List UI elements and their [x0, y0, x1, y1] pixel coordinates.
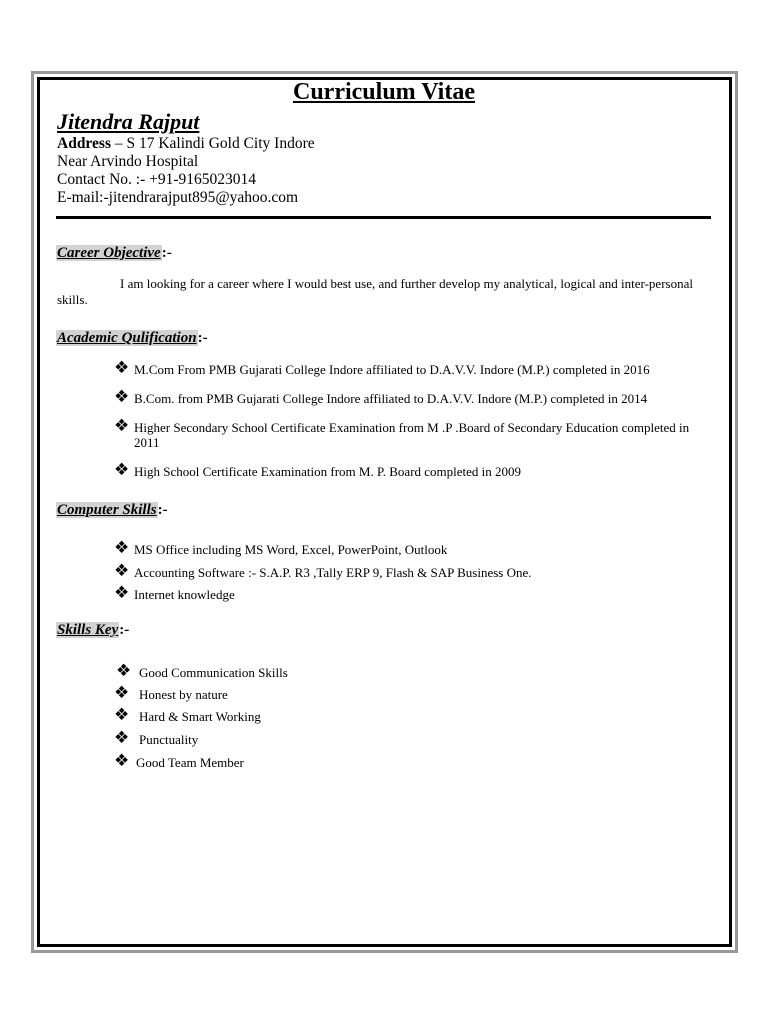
header-divider — [56, 216, 711, 219]
diamond-bullet-icon: ❖ — [114, 583, 130, 603]
candidate-name: Jitendra Rajput — [57, 109, 200, 134]
list-item: ❖ Internet knowledge — [114, 583, 235, 603]
list-item: ❖ MS Office including MS Word, Excel, PowerPoint, Outlook — [114, 538, 448, 558]
diamond-bullet-icon: ❖ — [114, 460, 130, 480]
list-item: ❖ Honest by nature — [114, 683, 228, 703]
section-heading-academic: Academic Qulification:- — [57, 330, 208, 346]
list-item: ❖ Hard & Smart Working — [114, 705, 261, 725]
diamond-bullet-icon: ❖ — [114, 751, 130, 771]
email: E-mail:-jitendrarajput895@yahoo.com — [57, 189, 299, 206]
diamond-bullet-icon: ❖ — [114, 416, 130, 436]
address-value: – S 17 Kalindi Gold City Indore — [110, 135, 315, 152]
list-item: ❖ High School Certificate Examination from M. P. Board completed in 2009 — [114, 460, 522, 480]
diamond-bullet-icon: ❖ — [114, 561, 130, 581]
diamond-bullet-icon: ❖ — [114, 705, 130, 725]
list-item: ❖ Punctuality — [114, 728, 199, 748]
address-line-2: Near Arvindo Hospital — [57, 153, 199, 170]
diamond-bullet-icon: ❖ — [114, 358, 130, 378]
list-item: ❖ B.Com. from PMB Gujarati College Indore affiliated to D.A.V.V. Indore (M.P.) completed in 2014 — [114, 387, 648, 407]
section-heading-skills-key: Skills Key:- — [57, 622, 130, 638]
contact-number: Contact No. :- +91-9165023014 — [57, 171, 257, 188]
section-heading-career-objective: Career Objective:- — [57, 245, 172, 261]
diamond-bullet-icon: ❖ — [114, 387, 130, 407]
document-title: Curriculum Vitae — [293, 79, 475, 105]
address-line — [57, 135, 315, 153]
diamond-bullet-icon: ❖ — [114, 728, 130, 748]
list-item: ❖ M.Com From PMB Gujarati College Indore affiliated to D.A.V.V. Indore (M.P.) completed in 2016 — [114, 358, 650, 378]
list-item: ❖ Good Communication Skills — [116, 661, 288, 681]
list-item: ❖ Higher Secondary School Certificate Examination from M .P .Board of Secondary Education completed in 2011 — [114, 416, 690, 450]
diamond-bullet-icon: ❖ — [114, 538, 130, 558]
career-objective-text: I am looking for a career where I would best use, and further develop my analytical, logical and inter-personal skills. — [57, 276, 693, 307]
list-item: ❖ Accounting Software :- S.A.P. R3 ,Tally ERP 9, Flash & SAP Business One. — [114, 561, 532, 581]
diamond-bullet-icon: ❖ — [116, 661, 132, 681]
section-heading-computer-skills: Computer Skills:- — [57, 502, 168, 518]
list-item: ❖ Good Team Member — [114, 751, 244, 771]
address-label: Address — [57, 135, 111, 152]
diamond-bullet-icon: ❖ — [114, 683, 130, 703]
